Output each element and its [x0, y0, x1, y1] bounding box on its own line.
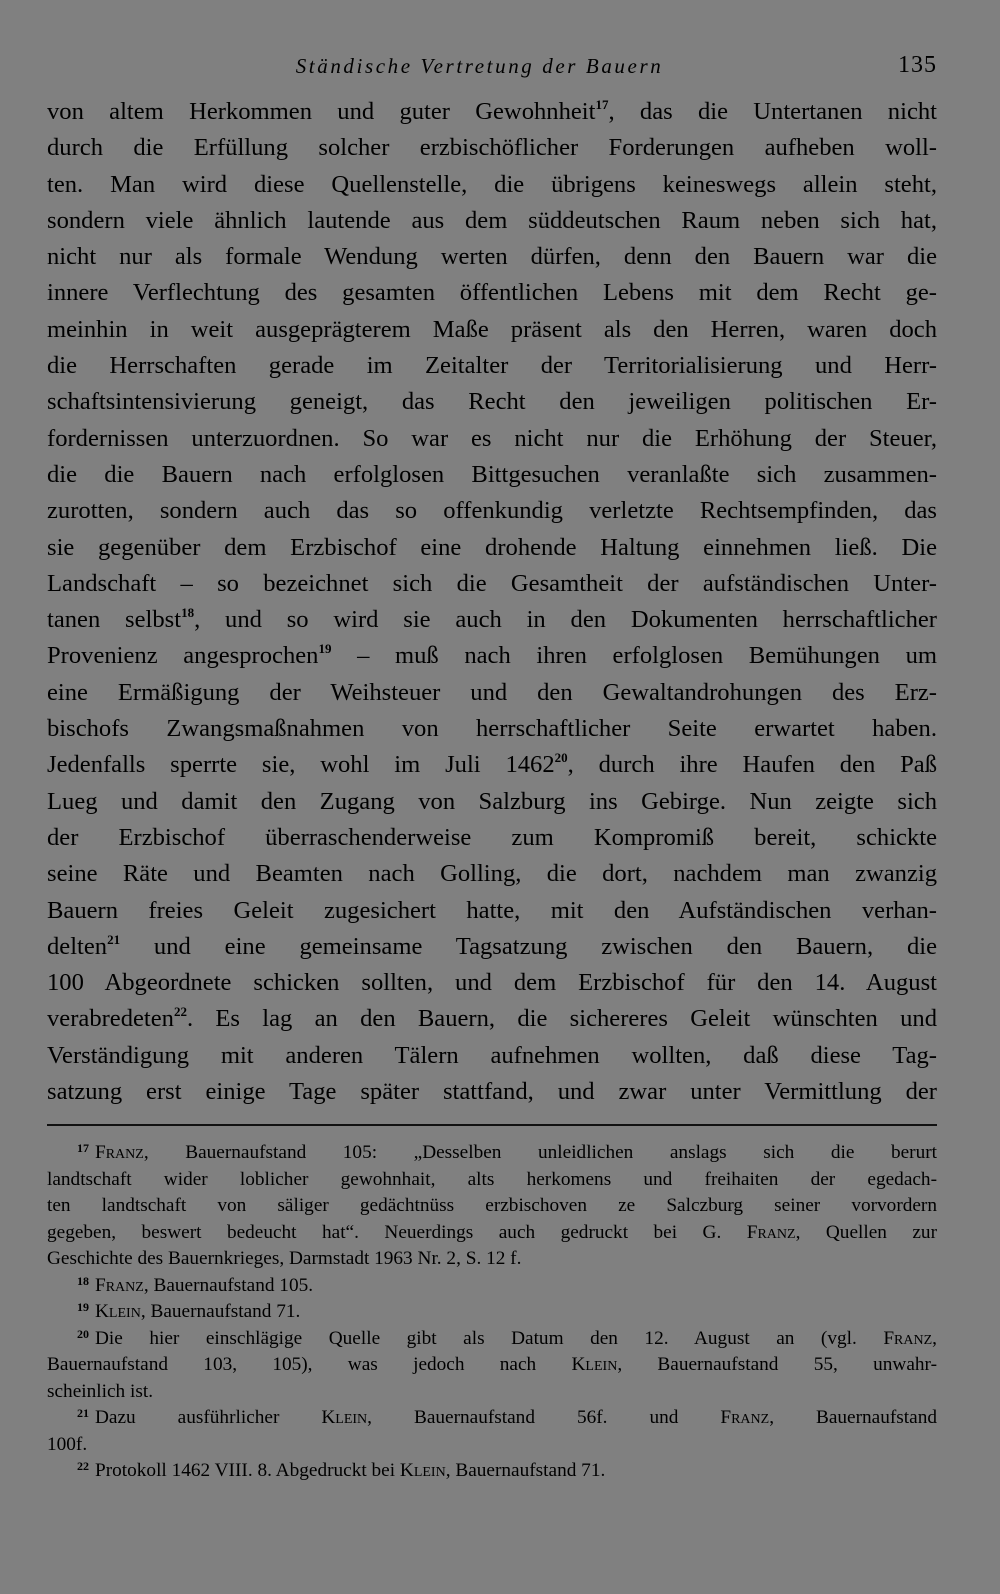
footnote-number: 22	[77, 1459, 89, 1474]
footnote	[47, 1326, 937, 1406]
text-line	[47, 856, 937, 892]
footnote-text: , Bauernaufstand 105.	[143, 1274, 314, 1296]
line-text: Lueg und damit den Zugang von Salzburg ins Gebirge. Nun zeigte sich	[47, 787, 937, 815]
text-line	[47, 675, 937, 711]
line-text: von altem Herkommen und guter Gewohnheit	[47, 98, 596, 125]
line-text: ten. Man wird diese Quellenstelle, die übrigens keineswegs allein steht,	[47, 170, 937, 198]
text-line	[47, 203, 937, 239]
footnote	[47, 1405, 937, 1458]
text-line	[47, 1038, 937, 1074]
text-line	[47, 421, 937, 457]
running-title: Ständische Vertretung der Bauern	[295, 54, 664, 78]
footnote-line	[47, 1405, 937, 1432]
line-text: 100 Abgeordnete schicken sollten, und dem Erzbischof für den 14. August	[47, 969, 937, 997]
text-line	[47, 893, 937, 929]
line-text-rest: , das die Untertanen nicht	[608, 98, 937, 125]
footnote-text: landtschaft wider loblicher gewohnhait, alts herkomens und freihaiten der egedach-	[47, 1168, 937, 1190]
line-text-rest: , durch ihre Haufen den Paß	[567, 751, 937, 779]
footnote-number: 21	[77, 1406, 89, 1421]
text-line	[47, 820, 937, 856]
line-text-rest: . Es lag an den Bauern, die sichereres Geleit wünschten und	[186, 1005, 937, 1033]
footnote-ref: 18	[181, 605, 195, 621]
line-text: delten	[47, 932, 108, 960]
line-text: Verständigung mit anderen Tälern aufnehmen wollten, daß diese Tag-	[47, 1041, 937, 1069]
footnote-ref: 19	[318, 641, 332, 657]
line-text: durch die Erfüllung solcher erzbischöflicher Forderungen aufheben woll-	[47, 134, 937, 162]
line-text: Provenienz angesprochen	[47, 642, 319, 670]
line-text: schaftsintensivierung geneigt, das Recht den jeweiligen politischen Er-	[47, 388, 937, 416]
text-line	[47, 566, 937, 602]
footnote-line	[47, 1432, 937, 1459]
line-text: zurotten, sondern auch das so offenkundig verletzte Rechtsempfinden, das	[47, 497, 937, 525]
line-text: sondern viele ähnlich lautende aus dem süddeutschen Raum neben sich hat,	[47, 206, 937, 234]
text-line	[47, 239, 937, 275]
line-text-rest: und eine gemeinsame Tagsatzung zwischen den Bauern, die	[120, 932, 937, 960]
footnote-line	[47, 1458, 937, 1485]
line-text: fordernissen unterzuordnen. So war es nicht nur die Erhöhung der Steuer,	[47, 424, 937, 452]
text-line	[47, 312, 937, 348]
footnote-line	[47, 1299, 937, 1326]
text-line	[47, 784, 937, 820]
line-text: Bauern freies Geleit zugesichert hatte, mit den Aufständischen verhan-	[47, 896, 937, 924]
footnote-text: , Bauernaufstand	[769, 1407, 937, 1429]
footnote-text: Bauernaufstand 103, 105), was jedoch nach	[47, 1354, 572, 1376]
line-text: eine Ermäßigung der Weihsteuer und den Gewaltandrohungen des Erz-	[47, 678, 937, 706]
footnote-text: Geschichte des Bauernkrieges, Darmstadt 1963 Nr. 2, S. 12 f.	[47, 1248, 522, 1270]
footnote-line	[47, 1379, 937, 1406]
footnote-line	[47, 1193, 937, 1220]
text-line	[47, 384, 937, 420]
line-text: nicht nur als formale Wendung werten dürfen, denn den Bauern war die	[47, 243, 937, 271]
footnote-text: Protokoll 1462 VIII. 8. Abgedruckt bei	[95, 1460, 400, 1482]
footnote-text: , Bauernaufstand 71.	[140, 1301, 301, 1323]
line-text: Jedenfalls sperrte sie, wohl im Juli 1462	[47, 751, 555, 779]
footnote-text: ten landtschaft von säliger gedächtnüss erzbischoven ze Salczburg seiner vorvordern	[47, 1195, 937, 1217]
text-line	[47, 929, 937, 965]
footnote	[47, 1273, 937, 1300]
text-line	[47, 348, 937, 384]
footnote-rule	[47, 1124, 937, 1126]
author-name: Franz	[883, 1327, 933, 1349]
text-line	[47, 275, 937, 311]
line-text: sie gegenüber dem Erzbischof eine drohende Haltung einnehmen ließ. Die	[47, 533, 937, 561]
text-line	[47, 711, 937, 747]
footnote	[47, 1458, 937, 1485]
author-name: Klein	[321, 1407, 368, 1429]
footnote-text: , Bauernaufstand 55, unwahr-	[617, 1354, 937, 1376]
book-page	[47, 52, 937, 1485]
footnote-line	[47, 1246, 937, 1273]
line-text: verabredeten	[47, 1005, 174, 1033]
footnote-text: 100f.	[47, 1433, 88, 1455]
footnotes	[47, 1140, 937, 1485]
footnote	[47, 1299, 937, 1326]
line-text: satzung erst einige Tage später stattfand, und zwar unter Vermittlung der	[47, 1078, 937, 1106]
footnote-text: , Quellen zur	[795, 1221, 937, 1243]
text-line	[47, 94, 937, 130]
footnote-number: 18	[77, 1273, 89, 1288]
line-text: die Herrschaften gerade im Zeitalter der Territorialisierung und Herr-	[47, 352, 937, 380]
footnote-ref: 22	[173, 1004, 187, 1020]
text-line	[47, 457, 937, 493]
footnote-line	[47, 1352, 937, 1379]
page-number: 135	[898, 52, 937, 78]
footnote-ref: 20	[554, 750, 568, 766]
footnote-number: 20	[77, 1326, 89, 1341]
footnote-number: 17	[77, 1141, 89, 1156]
line-text: innere Verflechtung des gesamten öffentlichen Lebens mit dem Recht ge-	[47, 279, 937, 307]
footnote-ref: 21	[107, 931, 121, 947]
text-line	[47, 1074, 937, 1110]
text-line	[47, 602, 937, 638]
footnote-text: , Bauernaufstand 105: „Desselben unleidlichen anslags sich die berurt	[143, 1142, 937, 1164]
line-text: meinhin in weit ausgeprägterem Maße präsent als den Herren, waren doch	[47, 315, 937, 343]
author-name: Franz	[95, 1274, 144, 1296]
line-text: seine Räte und Beamten nach Golling, die dort, nachdem man zwanzig	[47, 860, 937, 888]
footnote-text: gegeben, beswert bedeucht hat“. Neuerdings auch gedruckt bei G.	[47, 1221, 747, 1243]
author-name: Klein	[95, 1301, 141, 1323]
line-text: Landschaft – so bezeichnet sich die Gesamtheit der aufständischen Unter-	[47, 569, 937, 597]
footnote-text: ,	[932, 1327, 937, 1349]
text-line	[47, 965, 937, 1001]
text-line	[47, 130, 937, 166]
footnote-text: Dazu ausführlicher	[95, 1407, 322, 1429]
text-line	[47, 1001, 937, 1037]
author-name: Klein	[399, 1460, 446, 1482]
footnote-number: 19	[77, 1300, 89, 1315]
footnote-text: , Bauernaufstand 56f. und	[367, 1407, 721, 1429]
footnote-text: , Bauernaufstand 71.	[445, 1460, 606, 1482]
footnote-line	[47, 1167, 937, 1194]
line-text: die die Bauern nach erfolglosen Bittgesuchen veranlaßte sich zusammen-	[47, 460, 937, 488]
author-name: Franz	[95, 1142, 144, 1164]
author-name: Klein	[571, 1354, 618, 1376]
footnote-ref: 17	[595, 97, 609, 112]
line-text: bischofs Zwangsmaßnahmen von herrschaftlicher Seite erwartet haben.	[47, 715, 937, 743]
line-text-rest: , und so wird sie auch in den Dokumenten herrschaftlicher	[194, 606, 937, 634]
text-line	[47, 493, 937, 529]
footnote	[47, 1140, 937, 1273]
text-line	[47, 167, 937, 203]
line-text: tanen selbst	[47, 606, 182, 634]
author-name: Franz	[746, 1221, 796, 1243]
footnote-text: Die hier einschlägige Quelle gibt als Datum den 12. August an (vgl.	[95, 1327, 884, 1349]
text-line	[47, 638, 937, 674]
author-name: Franz	[720, 1407, 770, 1429]
line-text: der Erzbischof überraschenderweise zum Kompromiß bereit, schickte	[47, 823, 937, 851]
line-text-rest: – muß nach ihren erfolglosen Bemühungen um	[331, 642, 937, 670]
footnote-text: scheinlich ist.	[47, 1380, 154, 1402]
footnote-line	[47, 1140, 937, 1167]
text-line	[47, 747, 937, 783]
footnote-line	[47, 1220, 937, 1247]
text-line	[47, 530, 937, 566]
footnote-line	[47, 1326, 937, 1353]
page-header	[47, 52, 937, 88]
footnote-line	[47, 1273, 937, 1300]
main-text	[47, 94, 937, 1110]
